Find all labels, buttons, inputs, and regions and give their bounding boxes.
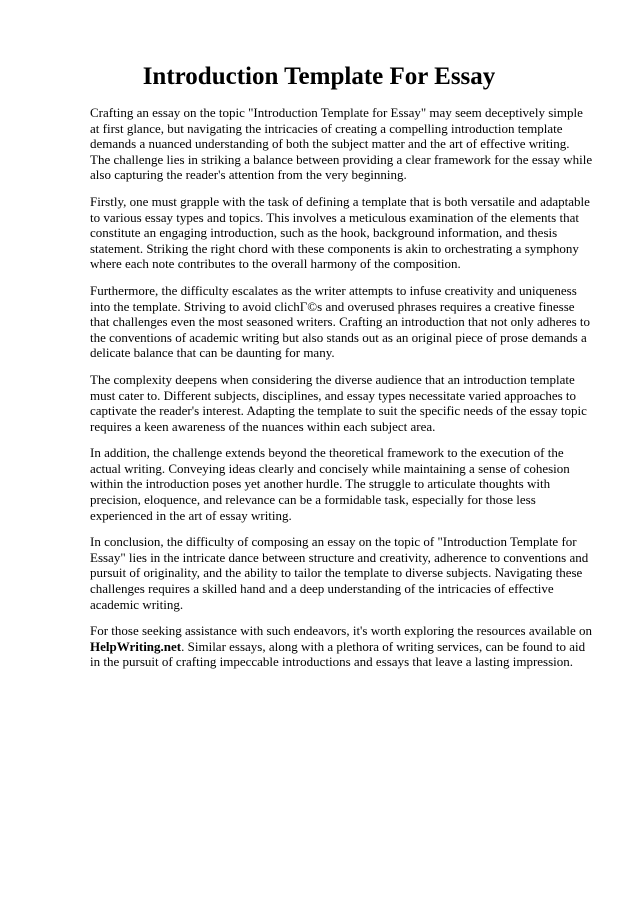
paragraph-conclusion: In conclusion, the difficulty of composing an essay on the topic of "Introduction Template for Essay" lies in the intricate dance between structure and creativity, adherence to conventions and pursuit of originality, and the ability to tailor the template to diverse subjects. Navigating these challenges requires a skilled hand and a deep understanding of the intricacies of effective academic writing. (90, 534, 589, 612)
closing-text-after-link: . Similar essays, along with a plethora of writing services, can be found to aid in the pursuit of crafting impeccable introductions and essays that leave a lasting impression. (90, 638, 586, 670)
closing-text-before-link: For those seeking assistance with such endeavors, it's worth exploring the resources available on (90, 623, 592, 639)
helpwriting-link[interactable]: HelpWriting.net (90, 638, 182, 654)
paragraph-creativity: Furthermore, the difficulty escalates as the writer attempts to infuse creativity and uniqueness into the template. Striving to avoid clichГ©s and overused phrases requires a creative finesse that challenges even the most seasoned writers. Crafting an introduction that not only adheres to the conventions of academic writing but also stands out as an original piece of prose demands a delicate balance that can be daunting for many. (90, 282, 591, 361)
paragraph-execution: In addition, the challenge extends beyond the theoretical framework to the execution of the actual writing. Conveying ideas clearly and concisely while maintaining a sense of cohesion within the introduction poses yet another hurdle. The struggle to articulate thoughts with precision, eloquence, and relevance can be a formidable task, especially for those less experienced in the art of essay writing. (90, 445, 570, 523)
document-body (90, 105, 594, 681)
paragraph-closing (90, 623, 594, 670)
paragraph-template-definition: Firstly, one must grapple with the task of defining a template that is both versatile and adaptable to various essay types and topics. This involves a meticulous examination of the elements that constitute an engaging introduction, such as the hook, background information, and thesis statement. Striking the right chord with these components is akin to orchestrating a symphony where each note contributes to the overall harmony of the composition. (90, 193, 590, 272)
paragraph-audience: The complexity deepens when considering the diverse audience that an introduction template must cater to. Different subjects, disciplines, and essay types necessitate varied approaches to captivate the reader's interest. Adapting the template to suit the specific needs of the essay topic requires a keen awareness of the nuances within each subject area. (90, 371, 587, 434)
paragraph-intro: Crafting an essay on the topic "Introduction Template for Essay" may seem deceptively simple at first glance, but navigating the intricacies of creating a compelling introduction template demands a nuanced understanding of both the subject matter and the art of effective writing. The challenge lies in striking a balance between providing a clear framework for the essay while also capturing the reader's attention from the very beginning. (90, 105, 593, 183)
document-title: Introduction Template For Essay (142, 63, 496, 90)
